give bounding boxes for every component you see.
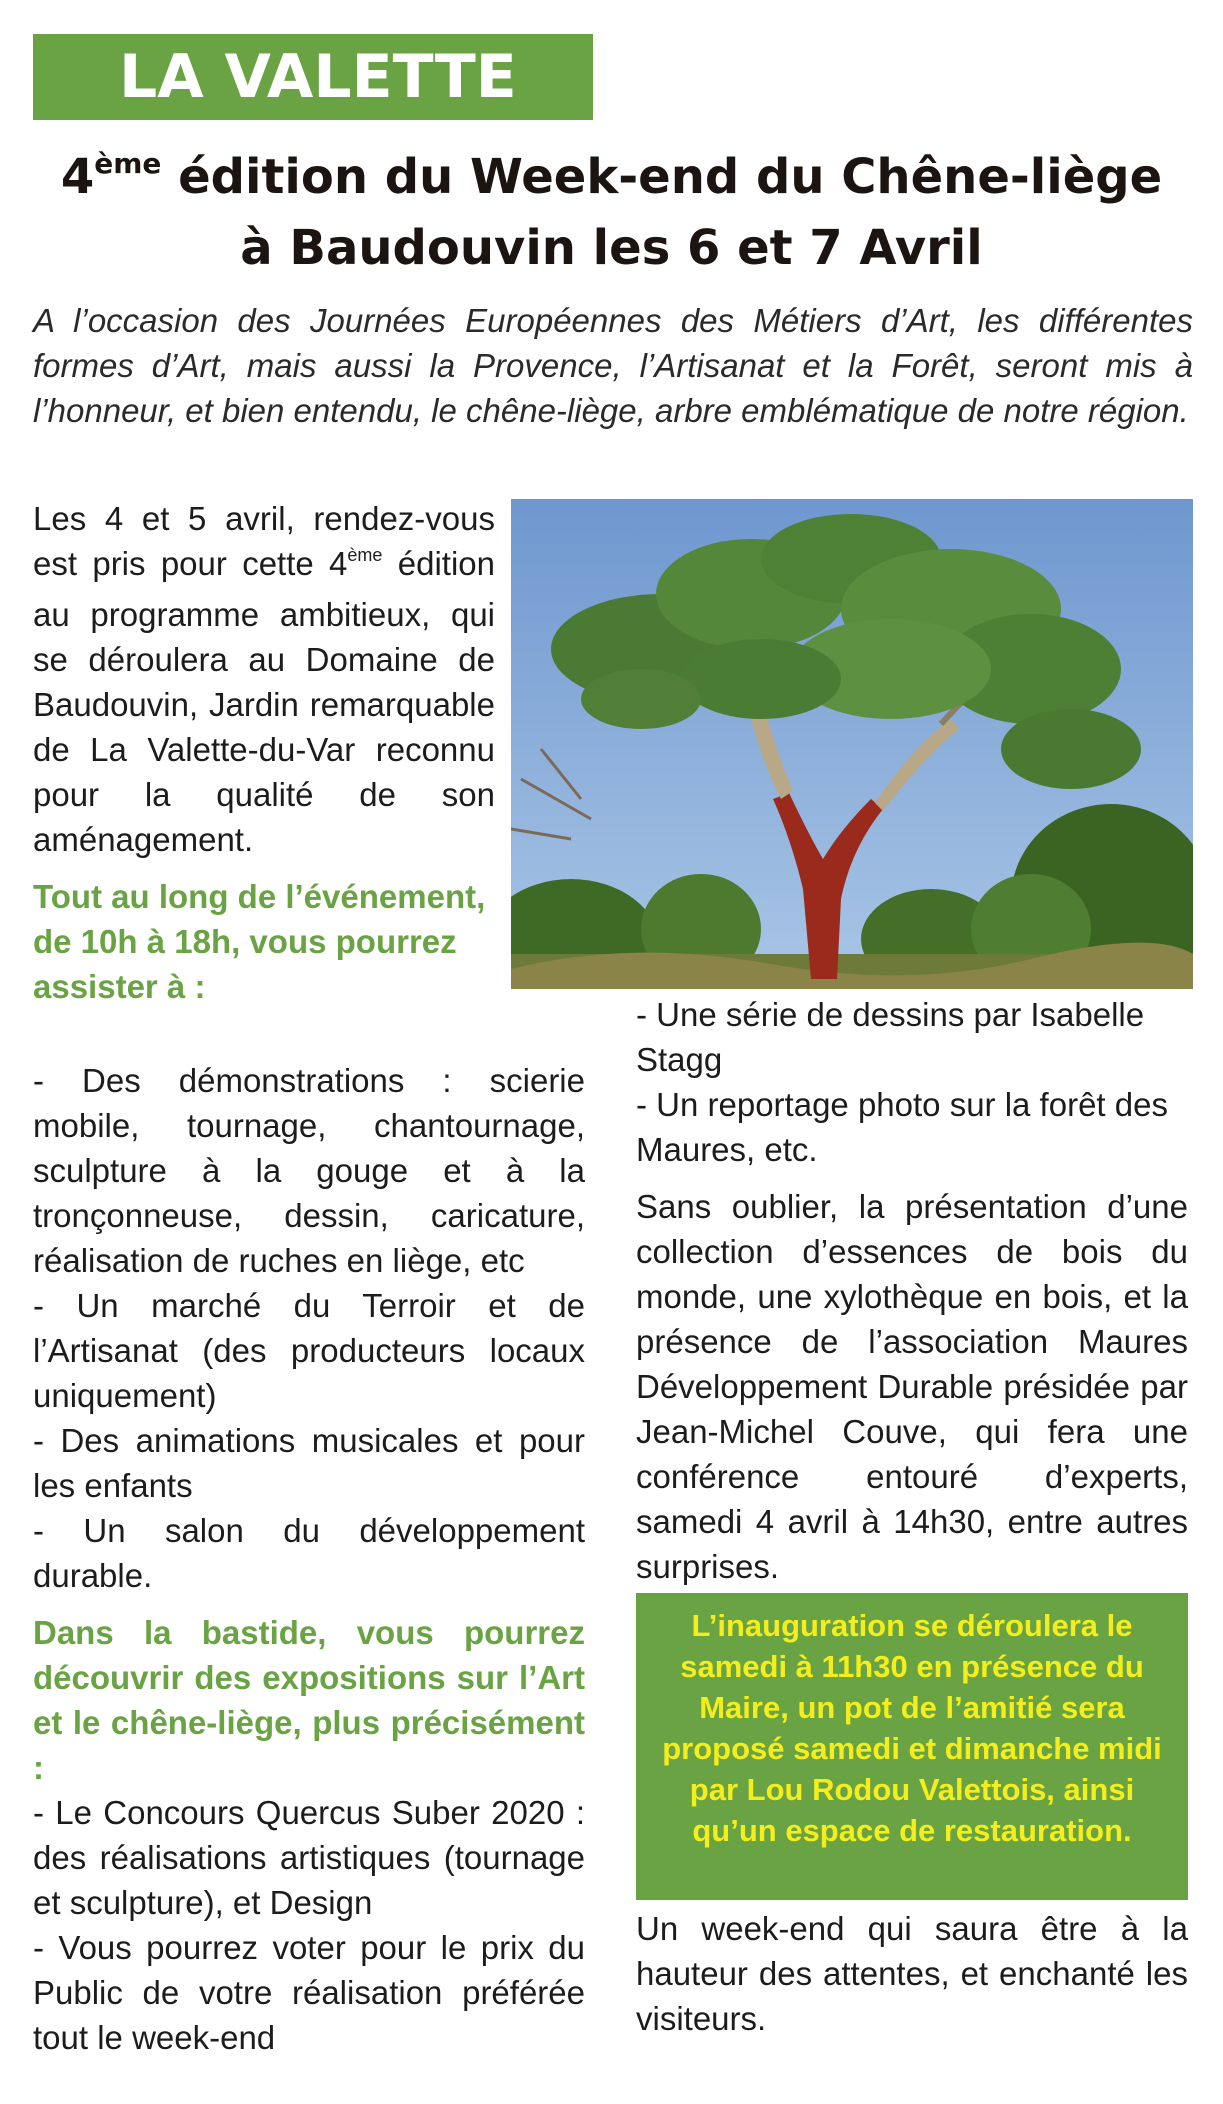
section-banner: LA VALETTE [33,34,593,120]
cork-oak-photo [511,499,1193,989]
list-item: - Un reportage photo sur la forêt des Maures, etc. [636,1086,1168,1168]
list-item: - Un marché du Terroir et de l’Artisanat (des producteurs locaux uniquement) [33,1287,585,1414]
title-line-1: 4ème édition du Week-end du Chêne-liège [60,147,1163,205]
opening-paragraph: Les 4 et 5 avril, rendez-vous est pris pour cette 4ème édition au programme ambitieux, qui se déroulera au Domaine de Baudouvin, Jardin remarquable de La Valette-du-Var reconnu pour la qualité de son aménagement. [33,500,495,858]
left-top-column [33,496,495,1009]
tree-illustration [511,499,1193,989]
article-intro: A l’occasion des Journées Européennes des Métiers d’Art, les différentes formes d’Art, mais aussi la Provence, l’Artisanat et la Forêt, seront mis à l’honneur, et bien entendu, le chêne-liège, arbre emblématique de notre région. [33,302,1193,429]
list-item: - Des animations musicales et pour les enfants [33,1422,585,1504]
inauguration-highlight-box: L’inauguration se déroulera le samedi à 11h30 en présence du Maire, un pot de l’amitié sera proposé samedi et dimanche midi par Lou Rodou Valettois, ainsi qu’un espace de restauration. [636,1593,1188,1900]
list-item: - Une série de dessins par Isabelle Stagg [636,996,1145,1078]
list-item: - Des démonstrations : scierie mobile, tournage, chantournage, sculpture à la gouge et à la tronçonneuse, dessin, caricature, réalisation de ruches en liège, etc [33,1062,585,1279]
article-title [0,145,1223,280]
list-item: - Vous pourrez voter pour le prix du Public de votre réalisation préférée tout le week-end [33,1929,585,2056]
title-line-2: à Baudouvin les 6 et 7 Avril [240,220,983,276]
presentation-paragraph: Sans oublier, la présentation d’une collection d’essences de bois du monde, une xylothèque en bois, et la présence de l’association Maures Développement Durable présidée par Jean-Michel Couve, qui fera une conférence entouré d’experts, samedi 4 avril à 14h30, entre autres surprises. [636,1188,1188,1585]
list-item: - Un salon du développement durable. [33,1512,585,1594]
closing-paragraph: Un week-end qui saura être à la hauteur des attentes, et enchanté les visiteurs. [636,1910,1188,2037]
left-bottom-column [33,1058,585,2060]
exhibition-heading: Dans la bastide, vous pourrez découvrir des expositions sur l’Art et le chêne-liège, plus précisément : [33,1614,585,1786]
right-column [636,992,1188,1589]
schedule-heading: Tout au long de l’événement, de 10h à 18h, vous pourrez assister à : [33,878,486,1005]
list-item: - Le Concours Quercus Suber 2020 : des réalisations artistiques (tournage et sculpture), et Design [33,1794,585,1921]
